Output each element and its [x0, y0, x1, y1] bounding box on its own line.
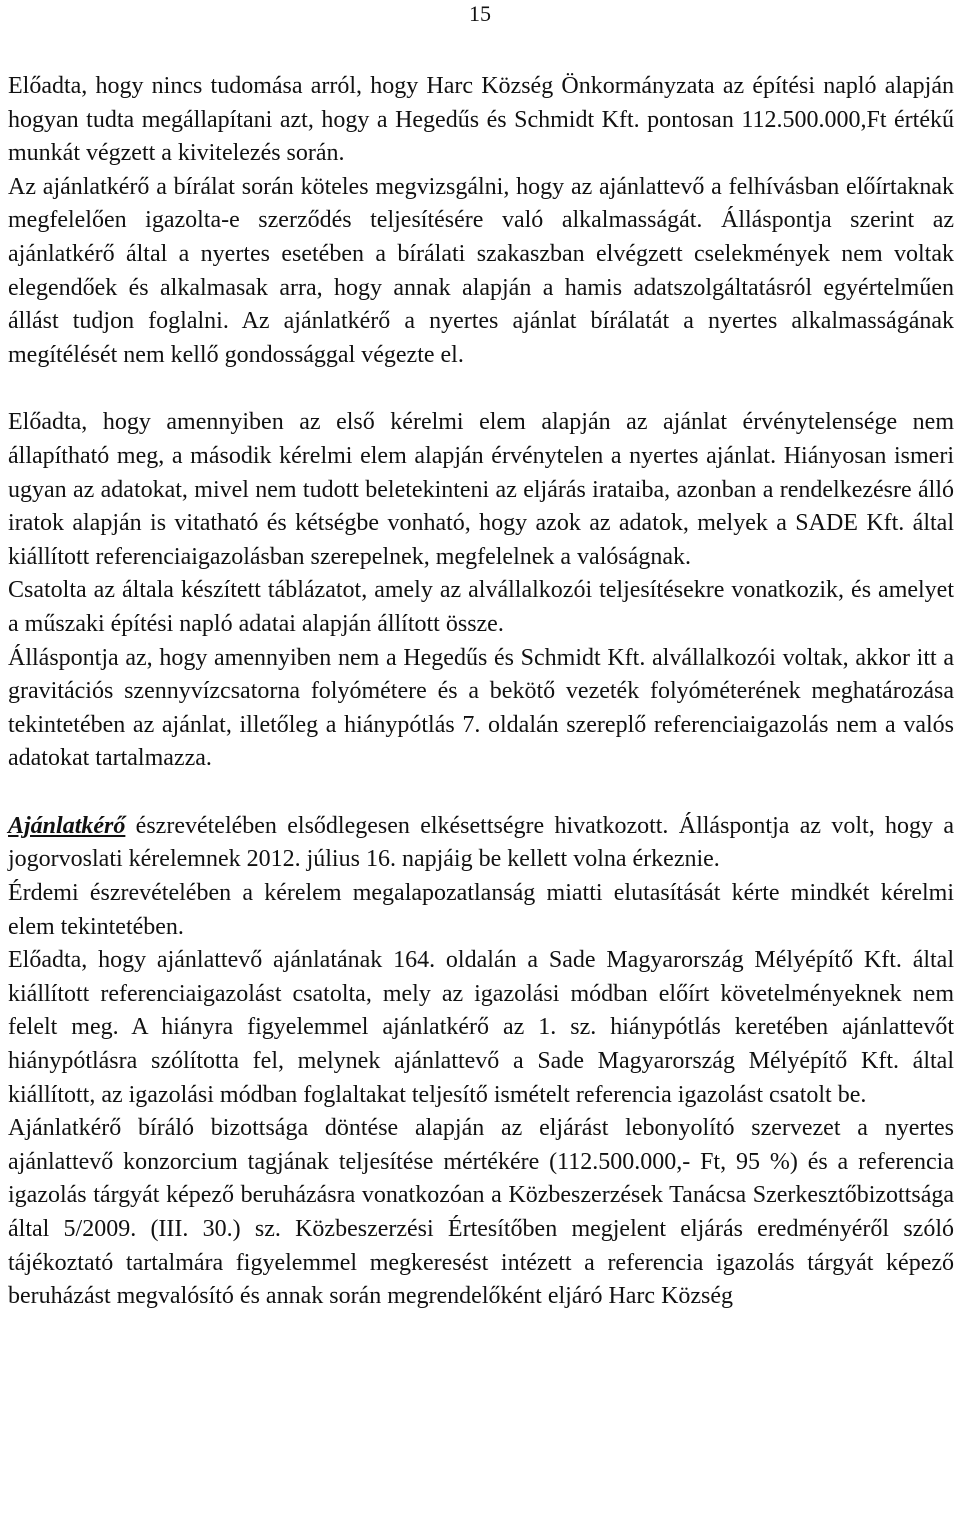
page-number: 15 [469, 1, 491, 26]
paragraph-6 [8, 810, 954, 877]
document-body [8, 70, 954, 1314]
paragraph-9: Ajánlatkérő bíráló bizottsága döntése alapján az eljárást lebonyolító szervezet a nyertes ajánlattevő konzorcium tagjának teljesítése mértékére (112.500.000,- Ft, 95 %) és a referencia igazolás tárgyát képező beruházásra vonatkozóan a Közbeszerzések Tanácsa Szerkesztőbizottsága által 5/2009. (III. 30.) sz. Közbeszerzési Értesítőben megjelent eljárás eredményéről szóló tájékoztató tartalmára figyelemmel megkeresést intézett a referencia igazolás tárgyát képező beruházást megvalósító és annak során megrendelőként eljáró Harc Község [8, 1115, 954, 1310]
paragraph-1: Előadta, hogy nincs tudomása arról, hogy Harc Község Önkormányzata az építési napló alapján hogyan tudta megállapítani azt, hogy a Hegedűs és Schmidt Kft. pontosan 112.500.000,Ft értékű munkát végzett a kivitelezés során. [8, 73, 954, 167]
paragraph-4: Csatolta az általa készített táblázatot, amely az alvállalkozói teljesítésekre vonatkozik, és amelyet a műszaki építési napló adatai alapján állított össze. [8, 577, 954, 637]
paragraph-5: Álláspontja az, hogy amennyiben nem a Hegedűs és Schmidt Kft. alvállalkozói voltak, akkor itt a gravitációs szennyvízcsatorna folyómétere és a bekötő vezeték folyóméterének meghatározása tekintetében az ajánlat, illetőleg a hiánypótlás 7. oldalán szereplő referenciaigazolás nem a valós adatokat tartalmazza. [8, 644, 954, 772]
paragraph-7: Érdemi észrevételében a kérelem megalapozatlanság miatti elutasítását kérte mindkét kérelmi elem tekintetében. [8, 880, 954, 940]
paragraph-6-text: észrevételében elsődlegesen elkésettségre hivatkozott. Álláspontja az volt, hogy a jogorvoslati kérelemnek 2012. július 16. napjáig be kellett volna érkeznie. [8, 812, 954, 873]
paragraph-3: Előadta, hogy amennyiben az első kérelmi elem alapján az ajánlat érvénytelensége nem állapítható meg, a második kérelmi elem alapján érvénytelen a nyertes ajánlat. Hiányosan ismeri ugyan az adatokat, mivel nem tudott beletekinteni az eljárás irataiba, azonban a rendelkezésre álló iratok alapján is vitatható és kétségbe vonható, hogy azok az adatok, melyek a SADE Kft. által kiállított referenciaigazolásban szerepelnek, megfelelnek a valóságnak. [8, 409, 954, 570]
party-label: Ajánlatkérő [8, 812, 126, 839]
paragraph-gap [8, 372, 954, 406]
paragraph-2: Az ajánlatkérő a bírálat során köteles megvizsgálni, hogy az ajánlattevő a felhívásban előírtaknak megfelelően igazolta-e szerződés teljesítésére való alkalmasságát. Álláspontja szerint az ajánlatkérő által a nyertes esetében a bírálati szakaszban elvégzett cselekmények nem voltak elegendőek és alkalmasak arra, hogy annak alapján a hamis adatszolgáltatásról egyértelműen állást tudjon foglalni. Az ajánlatkérő a nyertes ajánlat bírálatát a nyertes alkalmasságának megítélését nem kellő gondossággal végezte el. [8, 173, 954, 368]
paragraph-gap [8, 776, 954, 810]
paragraph-8: Előadta, hogy ajánlattevő ajánlatának 164. oldalán a Sade Magyarország Mélyépítő Kft. által kiállított referenciaigazolást csatolta, mely az igazolási módban előírt követelményeknek nem felelt meg. A hiányra figyelemmel ajánlatkérő az 1. sz. hiánypótlás keretében ajánlattevőt hiánypótlásra szólította fel, melynek ajánlattevő a Sade Magyarország Mélyépítő Kft. által kiállított, az igazolási módban foglaltakat teljesítő ismételt referencia igazolást csatolt be. [8, 947, 954, 1108]
